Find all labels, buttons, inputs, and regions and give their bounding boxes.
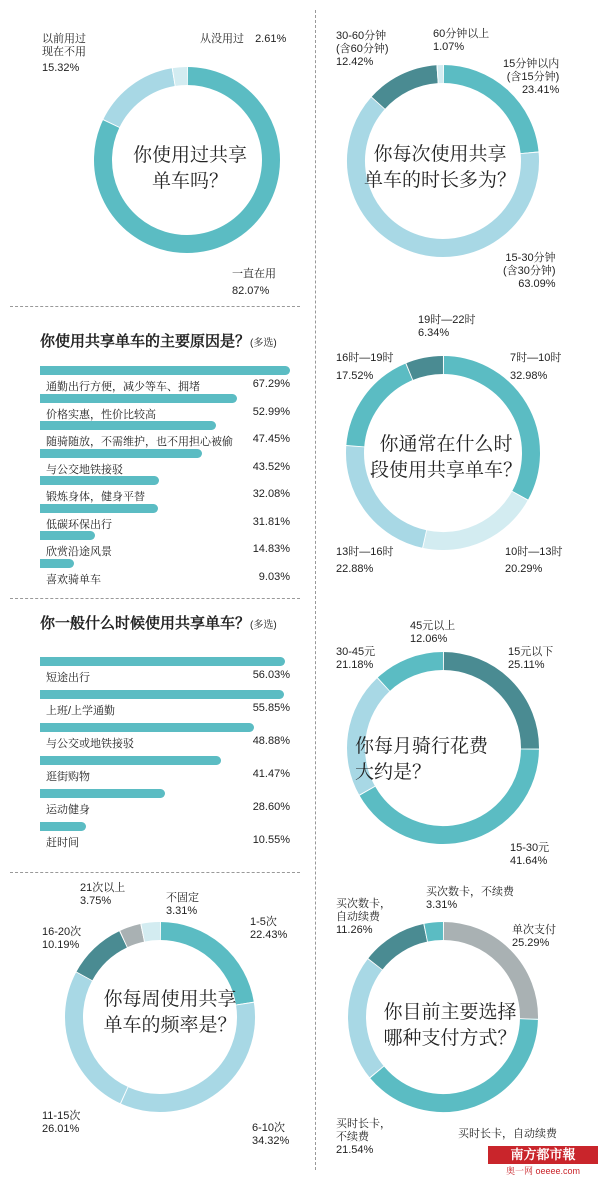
payment-label-cnt-nr [426, 886, 514, 912]
payment-cnt-a-l2: 自动续费 [336, 911, 380, 923]
cost-label-15-30 [510, 842, 549, 868]
frequency-slice-5 [142, 931, 160, 933]
frequency-label-11 [42, 1110, 80, 1136]
payment-time-nr-l1: 买时长卡， [336, 1118, 391, 1130]
frequency-label-1 [250, 916, 287, 942]
when-bar [40, 723, 254, 732]
when-bar [40, 756, 221, 765]
timeslot-16-value: 17.52% [336, 370, 374, 382]
duration-30-60-l1: 30-60分钟 [336, 30, 387, 42]
duration-title-line1: 你每次使用共享 [373, 144, 507, 165]
when-bar [40, 690, 284, 699]
cost-label-45 [410, 620, 455, 646]
when-bar-label: 赶时间 [46, 837, 79, 849]
cost-title-line1: 你每月骑行花费 [355, 736, 489, 757]
payment-cnt-a-value: 11.26% [336, 924, 373, 936]
duration-30-60-value: 12.42% [336, 56, 374, 68]
used-title-line1: 你使用过共享 [132, 145, 247, 166]
reasons-bar-label: 低碳环保出行 [46, 518, 112, 531]
reasons-bar-row [40, 559, 290, 587]
reasons-bar [40, 559, 74, 568]
used-label-always [232, 268, 276, 298]
timeslot-label-16 [336, 352, 393, 383]
reasons-bar [40, 421, 216, 430]
timeslot-10-label: 10时—13时 [505, 546, 563, 558]
frequency-chart-title [80, 987, 260, 1039]
used-past-label1: 以前用过 [42, 33, 86, 45]
duration-15-30-l2: (含30分钟) [503, 265, 556, 277]
reasons-bar-value: 67.29% [252, 378, 290, 390]
reasons-bar-value: 9.03% [258, 570, 290, 583]
reasons-bar-row [40, 449, 290, 477]
when-bar-label: 与公交或地铁接驳 [46, 738, 134, 750]
reasons-bar-value: 43.52% [252, 460, 290, 473]
payment-time-a-label: 买时长卡，自动续费 [458, 1128, 557, 1140]
when-bar-row [40, 756, 290, 784]
used-past-label2: 现在不用 [42, 46, 86, 58]
reasons-bar-value: 14.83% [252, 543, 290, 555]
used-past-value: 15.32% [42, 62, 80, 74]
reasons-bar-label: 通勤出行方便，减少等车、拥堵 [46, 381, 200, 393]
reasons-bar-label: 随骑随放，不需维护，也不用担心被偷 [46, 436, 233, 448]
when-title-text: 你一般什么时候使用共享单车？ [40, 615, 251, 632]
reasons-bar [40, 476, 159, 485]
duration-60-value: 1.07% [433, 41, 465, 53]
cost-30-45-label: 30-45元 [336, 646, 376, 658]
logo-site: 奥一网 oeeee.com [505, 1166, 581, 1176]
duration-chart-title [350, 142, 530, 194]
payment-slice-3 [375, 933, 425, 965]
frequency-16-label: 16-20次 [42, 926, 82, 938]
when-bar-row [40, 657, 290, 685]
reasons-bar-row [40, 504, 290, 532]
used-never-value: 2.61% [255, 33, 287, 45]
payment-cnt-nr-label: 买次数卡，不续费 [426, 886, 514, 898]
frequency-nf-label: 不固定 [166, 892, 199, 904]
timeslot-chart-title [356, 432, 536, 484]
frequency-label-6 [252, 1122, 289, 1148]
payment-single-label: 单次支付 [512, 924, 556, 936]
timeslot-16-label: 16时—19时 [336, 352, 394, 364]
frequency-6-value: 34.32% [252, 1135, 290, 1147]
cost-15-label: 15元以下 [508, 646, 554, 658]
timeslot-19-value: 6.34% [418, 327, 450, 339]
when-bar-label: 短途出行 [46, 672, 90, 684]
reasons-bar-label: 欣赏沿途风景 [46, 546, 112, 558]
cost-15-30-value: 41.64% [510, 855, 548, 867]
duration-slice-separator-2 [378, 103, 379, 104]
frequency-11-value: 26.01% [42, 1123, 80, 1135]
used-always-label: 一直在用 [232, 268, 276, 280]
payment-single-value: 25.29% [512, 937, 550, 949]
cost-slice-3 [383, 661, 443, 685]
section-divider-1 [10, 306, 300, 307]
timeslot-slice-1 [425, 495, 520, 541]
duration-15-30-l1: 15-30分钟 [505, 252, 556, 264]
duration-label-15 [503, 58, 559, 97]
cost-label-15 [508, 646, 553, 672]
when-bar-label: 逛街购物 [46, 771, 90, 783]
frequency-label-16 [42, 926, 81, 952]
timeslot-label-7 [510, 352, 561, 383]
duration-15-value: 23.41% [521, 84, 560, 96]
reasons-bar-label: 价格实惠，性价比较高 [46, 408, 156, 421]
payment-label-single [512, 924, 556, 950]
timeslot-13-value: 22.88% [336, 563, 374, 575]
reasons-bar-row [40, 476, 290, 504]
frequency-21-label: 21次以上 [80, 882, 126, 894]
timeslot-title-line2: 段使用共享单车？ [369, 460, 522, 481]
used-label-past [42, 33, 86, 75]
duration-label-15-30 [503, 252, 556, 291]
frequency-16-value: 10.19% [42, 939, 80, 951]
reasons-bar-row [40, 421, 290, 449]
cost-title-line2: 大约是？ [355, 762, 432, 783]
frequency-slice-3 [84, 939, 123, 976]
when-bar-row [40, 723, 290, 751]
frequency-slice-4 [123, 933, 142, 939]
reasons-bar-value: 52.99% [252, 405, 290, 418]
when-bar-row [40, 822, 290, 850]
timeslot-label-13 [336, 546, 393, 576]
duration-60-label: 60分钟以上 [433, 28, 490, 40]
duration-30-60-l2: (含60分钟) [336, 43, 389, 55]
used-always-value: 82.07% [232, 285, 270, 297]
reasons-bar [40, 366, 290, 375]
cost-15-value: 25.11% [508, 659, 545, 671]
reasons-bar-row [40, 531, 290, 559]
frequency-11-label: 11-15次 [42, 1110, 81, 1122]
cost-label-30-45 [336, 646, 375, 672]
when-bar-row [40, 789, 290, 817]
reasons-bar-value: 32.08% [252, 488, 290, 500]
duration-15-30-value: 63.09% [518, 278, 556, 290]
used-title-line2: 单车吗？ [151, 171, 228, 192]
cost-15-30-label: 15-30元 [510, 842, 550, 854]
section-divider-3 [10, 872, 300, 873]
timeslot-19-label: 19时—22时 [418, 314, 476, 326]
duration-15-l2: (含15分钟) [506, 71, 560, 83]
when-bar-label: 上班/上学通勤 [46, 705, 116, 717]
reasons-title-suffix: (多选) [250, 338, 277, 349]
when-bar-value: 56.03% [252, 669, 290, 681]
reasons-bar [40, 504, 158, 513]
frequency-21-value: 3.75% [80, 895, 112, 907]
payment-chart-title [360, 1000, 540, 1052]
duration-title-line2: 单车的时长多为？ [363, 170, 516, 191]
frequency-1-label: 1-5次 [250, 916, 277, 928]
reasons-bar-row [40, 366, 290, 394]
when-bar [40, 657, 285, 666]
frequency-title-line2: 单车的频率是？ [103, 1015, 237, 1036]
when-bar-label: 运动健身 [46, 804, 90, 816]
payment-cnt-a-l1: 买次数卡， [336, 898, 391, 910]
payment-time-nr-value: 21.54% [336, 1144, 374, 1156]
used-chart-title [100, 143, 280, 195]
section-divider-2 [10, 598, 300, 599]
when-bar [40, 822, 86, 831]
payment-slice-separator-3 [375, 964, 376, 965]
used-slice-1 [111, 77, 173, 124]
used-label-never [200, 33, 286, 46]
payment-label-time-nr [336, 1118, 391, 1157]
when-bar-value: 28.60% [252, 801, 290, 813]
payment-title-line2: 哪种支付方式？ [383, 1028, 517, 1049]
when-title-suffix: (多选) [250, 620, 277, 631]
frequency-nf-value: 3.31% [166, 905, 198, 917]
payment-label-cnt-a [336, 898, 391, 937]
reasons-bar [40, 394, 237, 403]
used-never-label: 从没用过 [200, 33, 244, 45]
timeslot-7-value: 32.98% [510, 370, 548, 382]
payment-time-nr-l2: 不续费 [336, 1131, 369, 1143]
frequency-label-nf [166, 892, 199, 918]
when-bar-value: 48.88% [252, 735, 290, 747]
frequency-1-value: 22.43% [250, 929, 288, 941]
reasons-bar-label: 喜欢骑单车 [46, 573, 101, 586]
reasons-bar-label: 锻炼身体，健身平替 [46, 491, 145, 503]
frequency-6-label: 6-10次 [252, 1122, 286, 1134]
cost-45-value: 12.06% [410, 633, 448, 645]
reasons-chart-title [40, 330, 277, 351]
when-bar-value: 10.55% [252, 834, 290, 846]
when-chart-title [40, 612, 277, 633]
reasons-title-text: 你使用共享单车的主要原因是？ [40, 333, 251, 350]
timeslot-10-value: 20.29% [505, 563, 543, 575]
cost-30-45-value: 21.18% [336, 659, 374, 671]
logo-name: 南方都市報 [488, 1146, 598, 1164]
payment-slice-4 [425, 931, 443, 933]
cost-45-label: 45元以上 [410, 620, 456, 632]
column-divider [315, 10, 316, 1170]
duration-label-60 [433, 28, 489, 54]
frequency-title-line1: 你每周使用共享 [103, 989, 237, 1010]
frequency-label-21 [80, 882, 125, 908]
used-slice-2 [173, 76, 187, 77]
reasons-bar-row [40, 394, 290, 422]
timeslot-label-19 [418, 314, 475, 340]
reasons-bar-label: 与公交地铁接驳 [46, 463, 123, 476]
duration-15-l1: 15分钟以内 [503, 58, 560, 70]
payment-title-line1: 你目前主要选择 [383, 1002, 517, 1023]
cost-slice-separator-3 [383, 684, 384, 685]
when-bar-row [40, 690, 290, 718]
payment-cnt-nr-value: 3.31% [426, 899, 458, 911]
timeslot-7-label: 7时—10时 [510, 352, 562, 364]
payment-label-time-a [458, 1128, 557, 1141]
duration-label-30-60 [336, 30, 389, 69]
timeslot-13-label: 13时—16时 [336, 546, 394, 558]
when-bar-value: 41.47% [252, 768, 290, 780]
timeslot-slice-4 [409, 365, 443, 372]
payment-slice-separator-2 [377, 1072, 378, 1073]
reasons-bar-value: 47.45% [252, 433, 290, 445]
timeslot-title-line1: 你通常在什么时 [379, 434, 513, 455]
when-bar [40, 789, 165, 798]
timeslot-label-10 [505, 546, 562, 576]
newspaper-logo [488, 1146, 598, 1180]
duration-slice-2 [378, 74, 437, 103]
when-bar-value: 55.85% [252, 702, 290, 714]
cost-chart-title [355, 734, 505, 786]
reasons-bar [40, 531, 95, 540]
reasons-bar [40, 449, 202, 458]
reasons-bar-value: 31.81% [252, 515, 290, 528]
